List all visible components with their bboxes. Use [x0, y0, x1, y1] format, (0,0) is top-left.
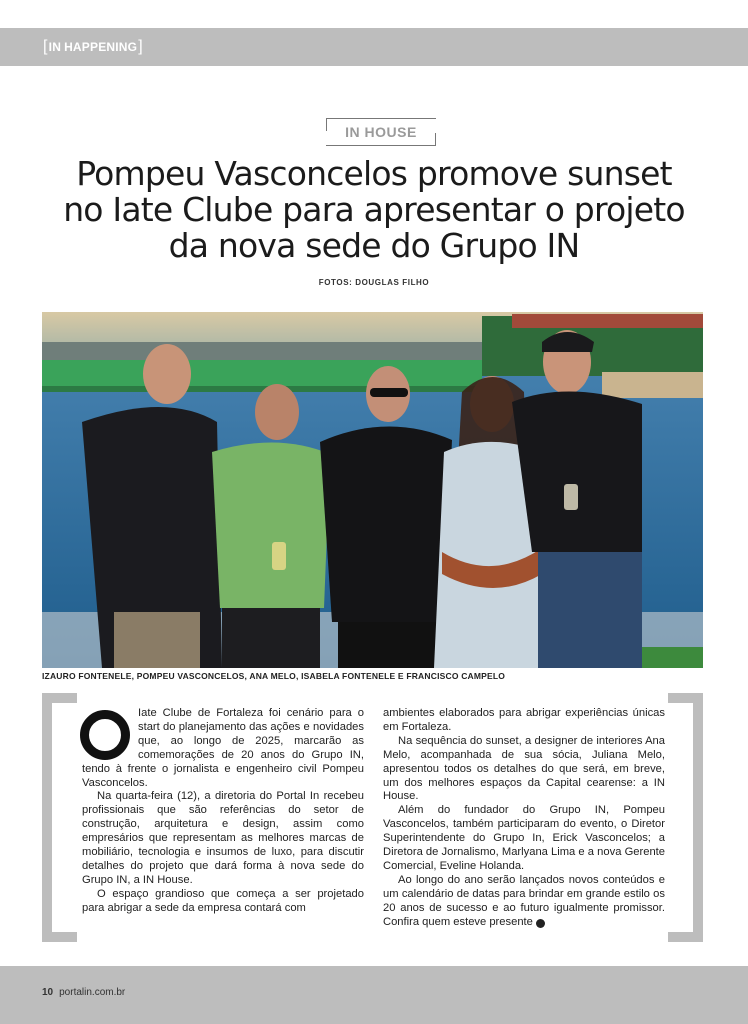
article-kicker: IN HOUSE: [326, 118, 436, 146]
site-url[interactable]: portalin.com.br: [59, 987, 126, 998]
footer-text: [42, 987, 125, 998]
headline-line-3: da nova sede do Grupo IN: [168, 226, 580, 265]
bracket-close-icon: ]: [138, 38, 143, 55]
paragraph: Além do fundador do Grupo IN, Pompeu Vasconcelos, também participaram do evento, o Diretor Superintendente do Grupo In, Erick Vasconcelos; a Diretora de Jornalismo, Marlyana Lima e a nova Gerente Comercial, Eveline Holanda.: [383, 804, 665, 872]
drop-cap-o-icon: [80, 710, 130, 760]
section-prefix: IN: [48, 40, 62, 54]
paragraph: O espaço grandioso que começa a ser projetado para abrigar a sede da empresa contará com: [82, 887, 364, 914]
article-headline: [40, 156, 708, 264]
section-name: HAPPENING: [64, 40, 138, 54]
article-column-1: [82, 707, 364, 916]
paragraph: Ao longo do ano serão lançados novos conteúdos e um calendário de datas para brindar em grande estilo os 20 anos de sucesso e ao futuro igualmente promissor. Confira quem esteve presente ●: [383, 873, 665, 928]
page-number: 10: [42, 987, 54, 998]
paragraph: ambientes elaborados para abrigar experiências únicas em Fortaleza.: [383, 707, 665, 733]
paragraph: Na quarta-feira (12), a diretoria do Portal In recebeu profissionais que são referências do setor de construção, arquitetura e design, assim como empresários que representam as melhores marcas de mobiliário, tecnologia e insumos de luxo, para discutir detalhes do projeto que dará forma à nova sede do Grupo IN, a IN House.: [82, 790, 364, 886]
section-header-bar: [0, 28, 748, 66]
bracket-open-icon: [: [43, 38, 48, 55]
right-bracket-decoration: [668, 693, 703, 942]
section-label: [42, 37, 144, 57]
group-photo: [42, 312, 703, 668]
group-photo-illustration: [42, 312, 703, 668]
paragraph: Na sequência do sunset, a designer de interiores Ana Melo, acompanhada de sua sócia, Juliana Melo, apresentou todos os detalhes do que será, em breve, um dos melhores espaços da Capital cearense: a IN House.: [383, 734, 665, 803]
photo-caption: IZAURO FONTENELE, POMPEU VASCONCELOS, ANA MELO, ISABELA FONTENELE E FRANCISCO CAMPELO: [42, 671, 506, 681]
headline-line-1: Pompeu Vasconcelos promove sunset: [76, 154, 672, 193]
in-circle-icon: ●: [536, 919, 545, 928]
article-column-2: [383, 707, 665, 930]
top-margin: [0, 0, 748, 28]
headline-line-2: no Iate Clube para apresentar o projeto: [63, 190, 685, 229]
page-footer: [0, 966, 748, 1024]
paragraph: Iate Clube de Fortaleza foi cenário para o start do planejamento das ações e novidades que, ao longo de 2025, marcarão as comemorações de 20 anos do Grupo IN, tendo à frente o jornalista e engenheiro civil Pompeu Vasconcelos.: [82, 707, 364, 789]
left-bracket-decoration: [42, 693, 77, 942]
photo-credit: FOTOS: DOUGLAS FILHO: [318, 278, 430, 287]
